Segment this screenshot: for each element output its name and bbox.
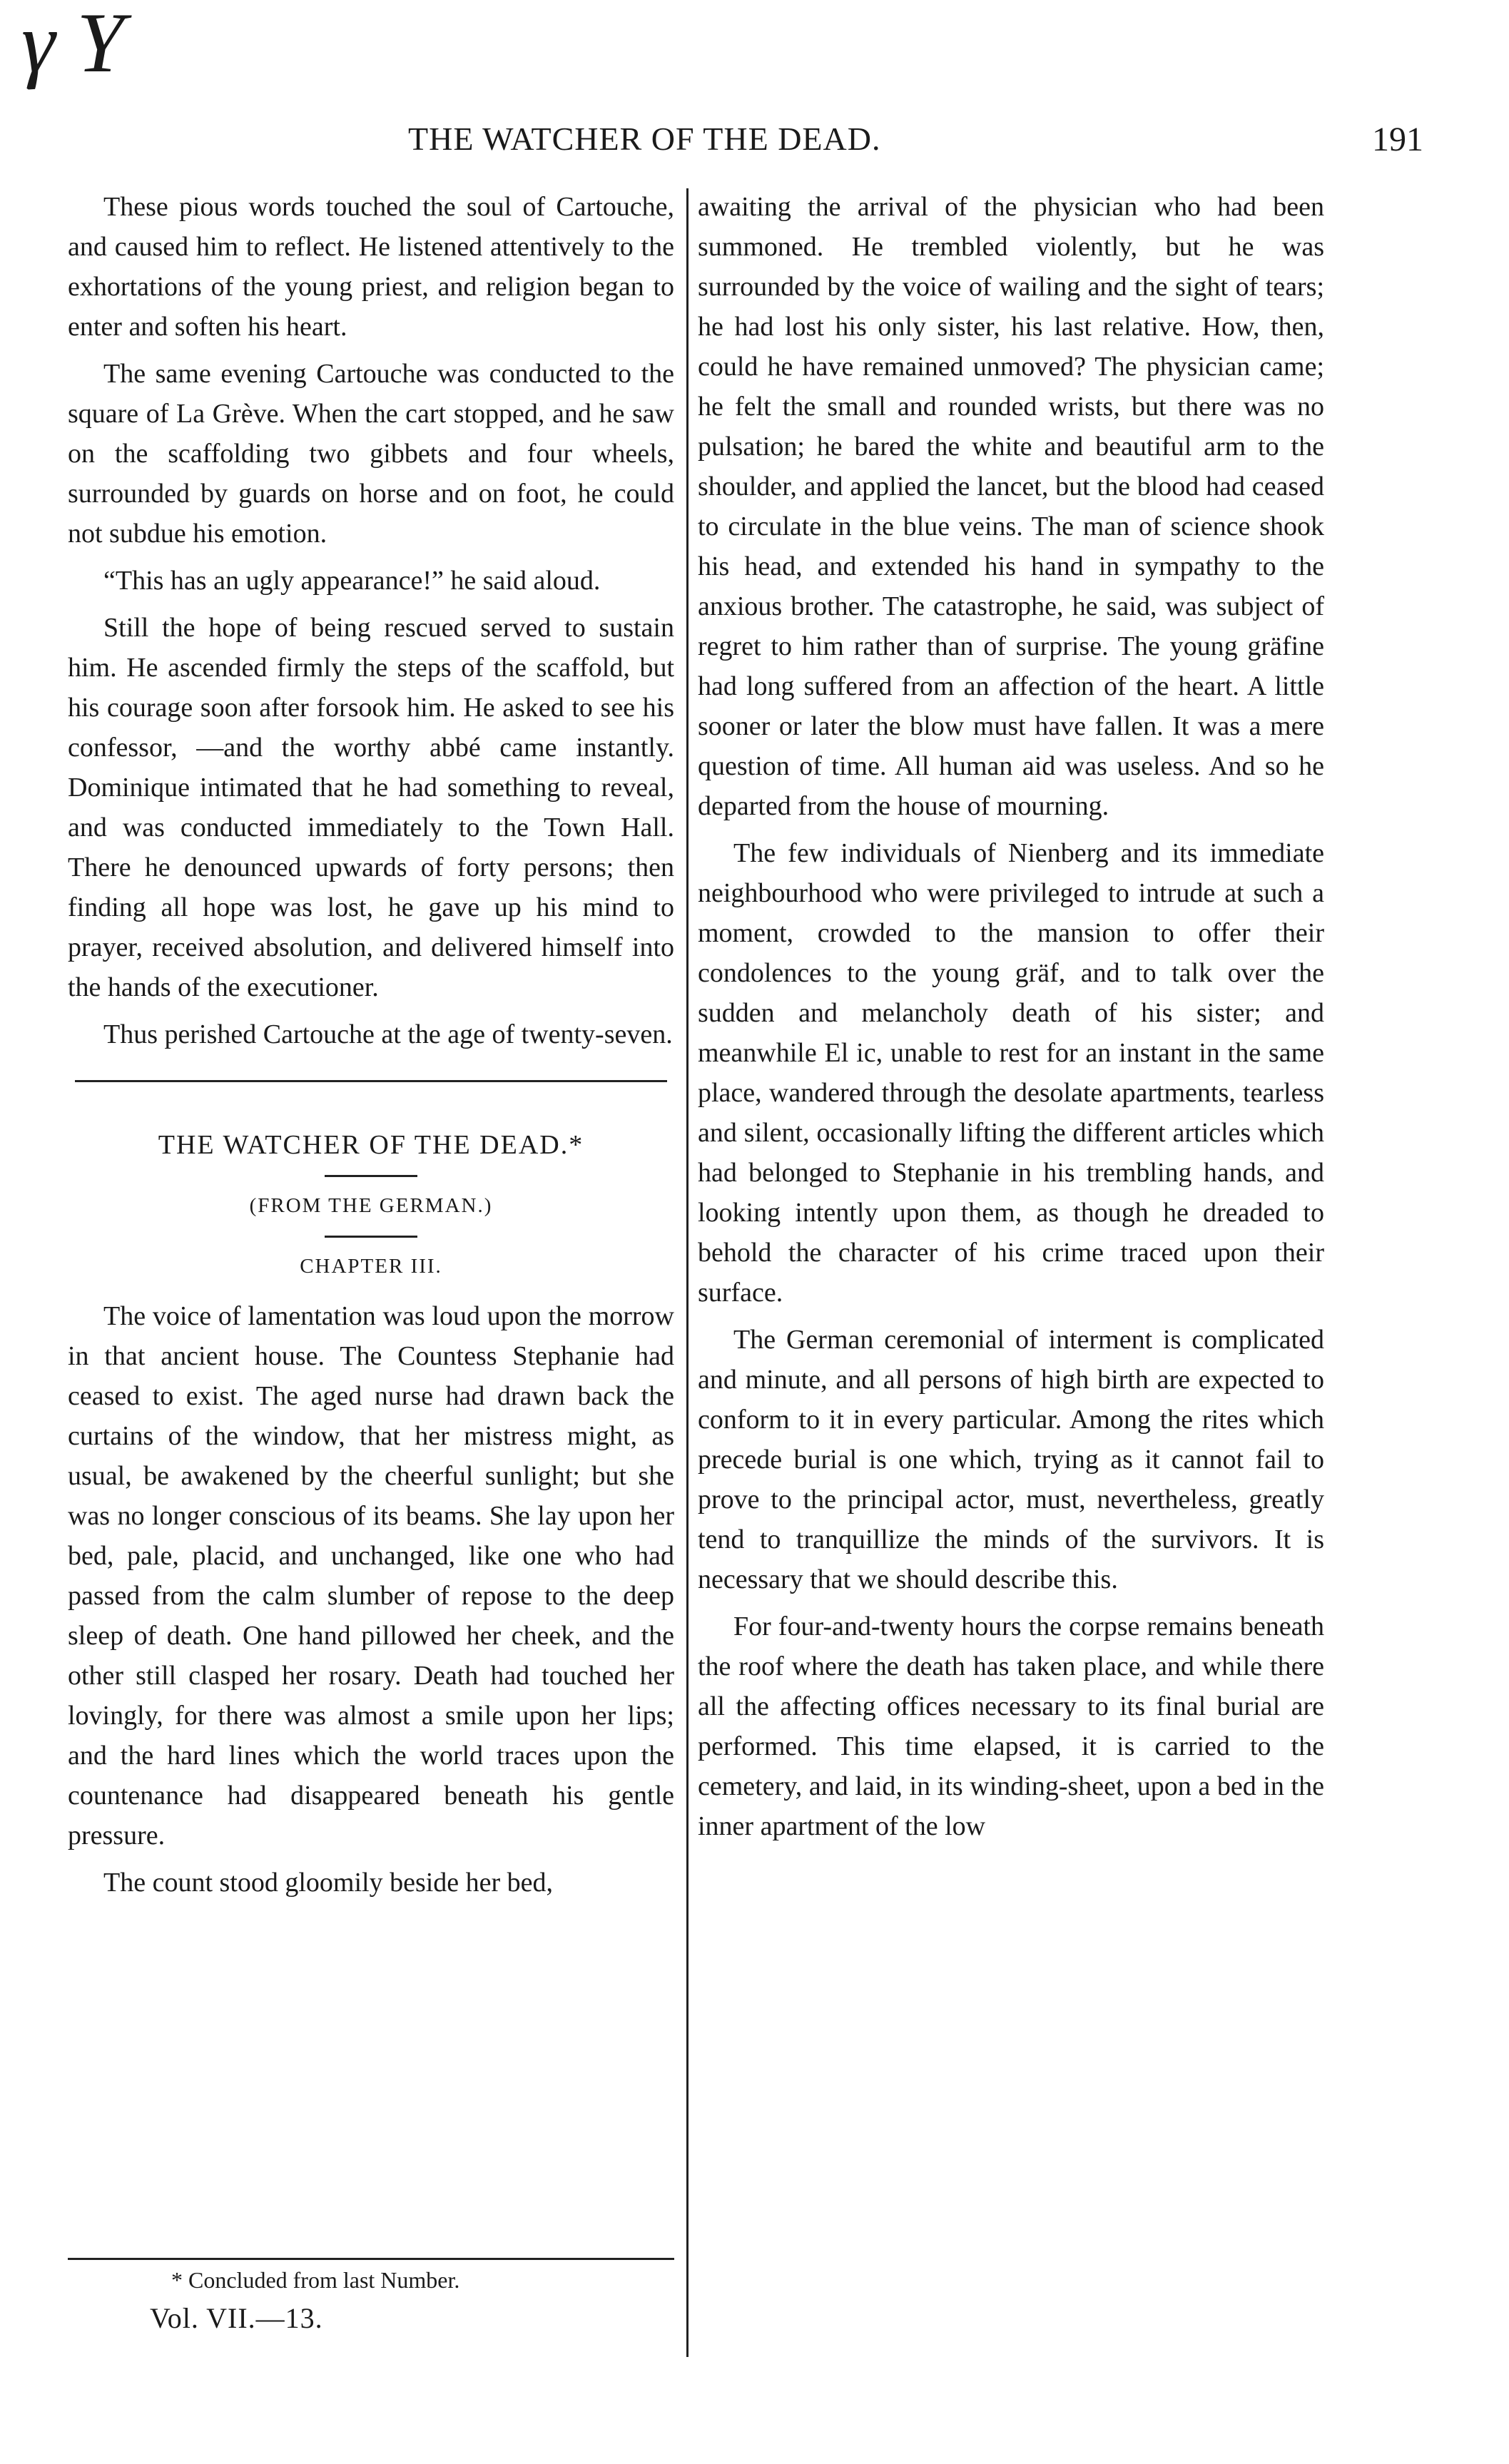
paragraph: awaiting the arrival of the physician who had been summoned. He trembled violently, but he was surrounded by the voice of wailing and the sight of tears; he had lost his only sister, his last relative. How, then, could he have remained unmoved? The physician came; he felt the small and rounded wrists, but there was no pulsation; he bared the white and beautiful arm to the shoulder, and applied the lancet, but the blood had ceased to circulate in the blue veins. The man of science shook his head, and extended his hand in sympathy to the anxious brother. The catastrophe, he said, was subject of regret to him rather than of surprise. The young gräfine had long suffered from an affection of the heart. A little sooner or later the blow must have fallen. It was a mere question of time. All human aid was useless. And so he departed from the house of mourning. [698,192,1324,821]
page-header [66,114,1423,171]
paragraph: “This has an ugly appearance!” he said aloud. [103,566,601,596]
paragraph: These pious words touched the soul of Cartouche, and caused him to reflect. He listened attentively to the exhortations of the young priest, and religion began to enter and soften his heart. [68,192,674,342]
page-number: 191 [1372,121,1423,158]
section-title: THE WATCHER OF THE DEAD.* [158,1130,584,1160]
short-rule [325,1175,417,1177]
volume-signature: Vol. VII.—13. [150,2302,323,2334]
chapter-heading: CHAPTER III. [300,1255,442,1278]
paragraph: The same evening Cartouche was conducted to the square of La Grève. When the cart stopped, and he saw on the scaffolding two gibbets and four wheels, surrounded by guards on horse and on foot, he could not subdue his emotion. [68,359,674,549]
running-title: THE WATCHER OF THE DEAD. [408,121,881,157]
paragraph: The count stood gloomily beside her bed, [103,1868,554,1898]
left-column [68,187,674,1910]
footnote: * Concluded from last Number. [171,2267,460,2293]
paragraph: The few individuals of Nienberg and its immediate neighbourhood who were privileged to intrude at such a moment, crowded to the mansion to offer their condolences to the young gräf, and to talk over the sudden and melancholy death of his sister; and meanwhile El ic, unable to rest for an instant in the same place, wandered through the desolate apartments, tearless and silent, occasionally lifting the different articles which had belonged to Stephanie in his trembling hands, and looking intently upon them, as though he dreaded to behold the character of his crime traced upon their surface. [698,838,1324,1308]
right-column [698,187,1324,1853]
paragraph: For four-and-twenty hours the corpse remains beneath the roof where the death has taken place, and while there all the affecting offices necessary to its final burial are performed. This time elapsed, it is carried to the cemetery, and laid, in its winding-sheet, upon a bed in the inner apartment of the low [698,1612,1324,1841]
footnote-rule [68,2258,674,2260]
handwritten-corner-marks: γ Y [21,0,125,90]
section-separator [75,1080,667,1082]
short-rule [325,1236,417,1238]
section-source: (FROM THE GERMAN.) [249,1194,493,1217]
paragraph: Thus perished Cartouche at the age of twenty-seven. [103,1019,673,1049]
column-divider [686,188,689,2357]
paragraph: The voice of lamentation was loud upon the morrow in that ancient house. The Countess Stephanie had ceased to exist. The aged nurse had drawn back the curtains of the window, that her mistress might, as usual, be awakened by the cheerful sunlight; but she was no longer conscious of its beams. She lay upon her bed, pale, placid, and unchanged, like one who had passed from the calm slumber of repose to the deep sleep of death. One hand pillowed her cheek, and the other still clasped her rosary. Death had touched her lovingly, for there was almost a smile upon her lips; and the hard lines which the world traces upon the countenance had disappeared beneath his gentle pressure. [68,1301,674,1850]
paragraph: The German ceremonial of interment is complicated and minute, and all persons of high birth are expected to conform to it in every particular. Among the rites which precede burial is one which, trying as it cannot fail to prove to the principal actor, must, nevertheless, greatly tend to tranquillize the minds of the survivors. It is necessary that we should describe this. [698,1325,1324,1594]
paragraph: Still the hope of being rescued served to sustain him. He ascended firmly the steps of the scaffold, but his courage soon after forsook him. He asked to see his confessor, —and the worthy abbé came instantly. Dominique intimated that he had something to reveal, and was conducted immediately to the Town Hall. There he denounced upwards of forty persons; then finding all hope was lost, he gave up his mind to prayer, received absolution, and delivered himself into the hands of the executioner. [68,613,674,1002]
